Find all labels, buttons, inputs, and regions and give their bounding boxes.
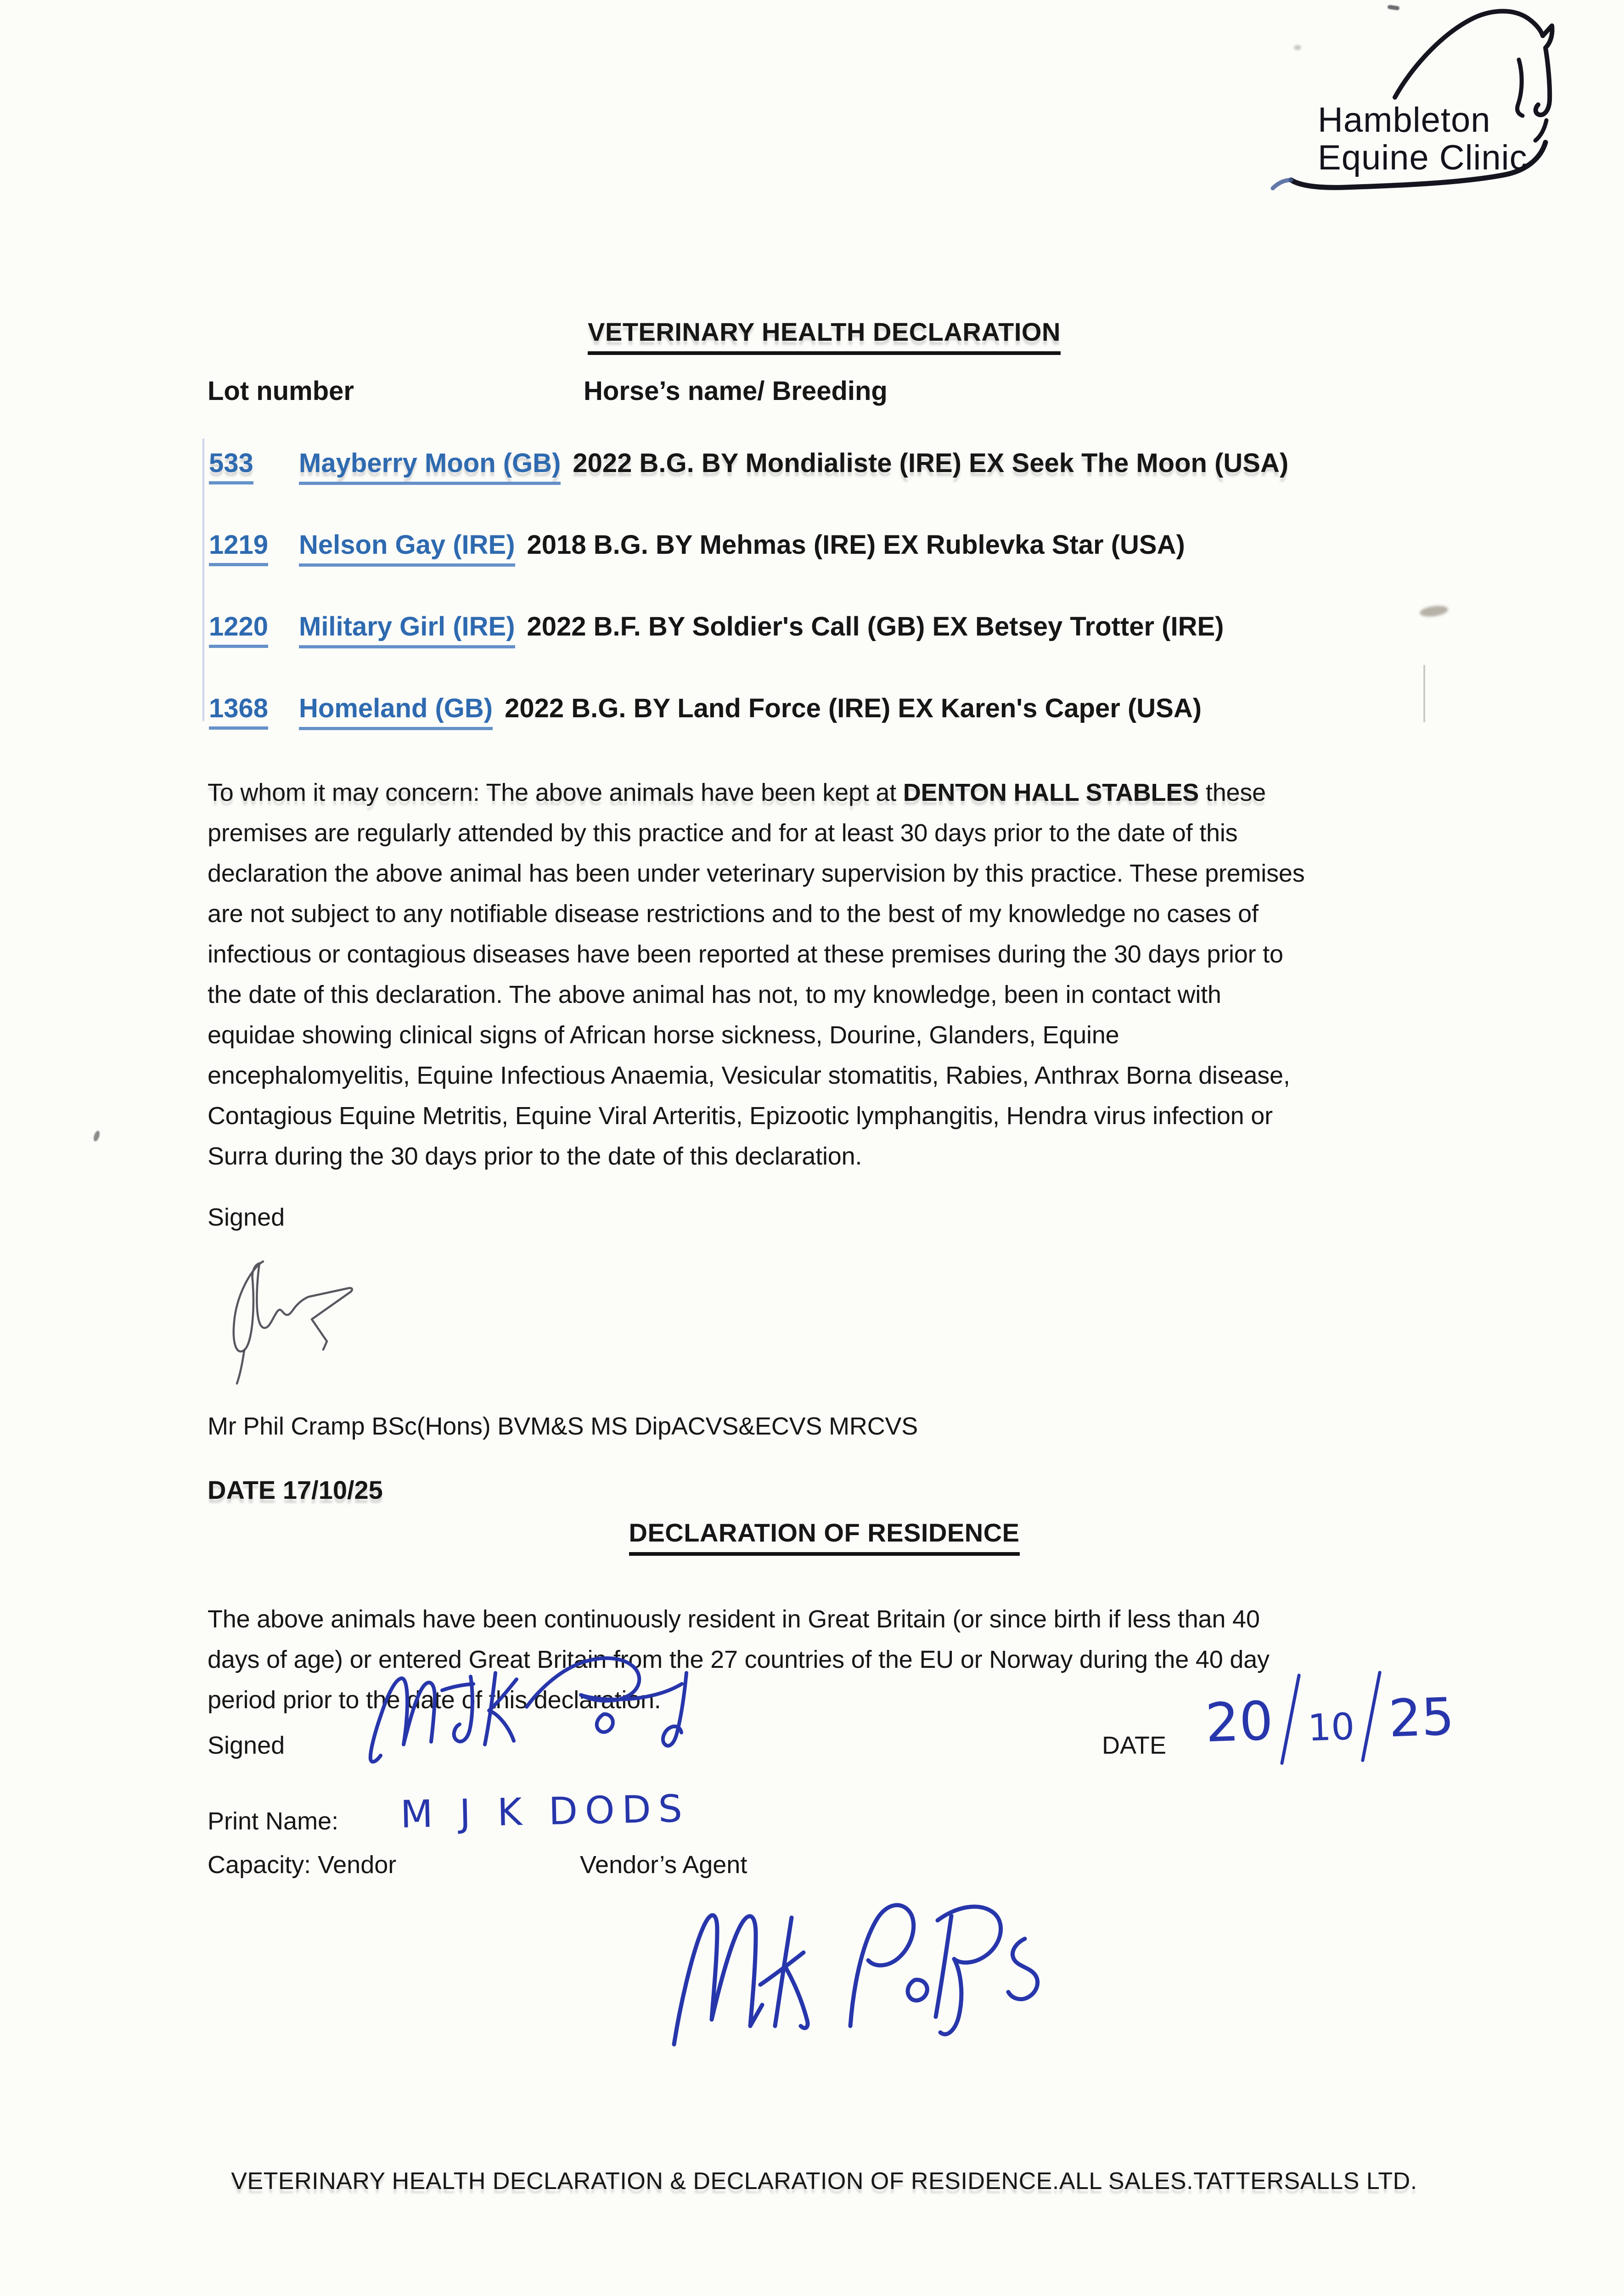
lot-number-link[interactable]: 1220 <box>209 612 268 648</box>
handwritten-date-day: 20 <box>1204 1690 1275 1755</box>
residence-title: DECLARATION OF RESIDENCE <box>629 1518 1020 1556</box>
handwritten-date <box>1204 1667 1456 1769</box>
horse-name-link[interactable]: Military Girl (IRE) <box>299 611 515 648</box>
declaration-paragraph-line: Contagious Equine Metritis, Equine Viral Arteritis, Epizootic lymphangitis, Hendra virus infection or <box>208 1102 1273 1130</box>
residence-paragraph-line: The above animals have been continuously resident in Great Britain (or since birth if less than 40 <box>208 1605 1260 1633</box>
table-row <box>209 693 1202 730</box>
declaration-paragraph-line: To whom it may concern: The above animals have been kept at DENTON HALL STABLES these <box>208 779 1266 806</box>
scan-artifact-smudge <box>1419 604 1449 618</box>
horse-name-link[interactable]: Homeland (GB) <box>299 693 493 730</box>
breeding-text: 2022 B.F. BY Soldier's Call (GB) EX Betsey Trotter (IRE) <box>527 612 1224 642</box>
breeding-text: 2018 B.G. BY Mehmas (IRE) EX Rublevka Star (USA) <box>527 530 1185 560</box>
declaration-paragraph-line: the date of this declaration. The above animal has not, to my knowledge, been in contact with <box>208 981 1221 1008</box>
health-declaration-header <box>207 317 1442 355</box>
agent-signature <box>657 1874 1079 2057</box>
declaration-paragraph-line: Surra during the 30 days prior to the date of this declaration. <box>208 1142 862 1170</box>
breeding-text: 2022 B.G. BY Mondialiste (IRE) EX Seek The Moon (USA) <box>573 448 1289 478</box>
capacity-label: Capacity: Vendor <box>208 1851 397 1879</box>
scan-artifact-line <box>202 439 204 721</box>
date-separator-icon <box>1280 1673 1300 1765</box>
footer-text: VETERINARY HEALTH DECLARATION & DECLARATION OF RESIDENCE.ALL SALES.TATTERSALLS LTD. <box>231 2168 1417 2195</box>
clinic-name-line2: Equine Clinic <box>1318 138 1528 177</box>
clinic-name-line1: Hambleton <box>1318 101 1491 140</box>
column-header-lot: Lot number <box>208 376 354 406</box>
table-row <box>209 611 1224 648</box>
breeding-text: 2022 B.G. BY Land Force (IRE) EX Karen's Caper (USA) <box>505 693 1202 723</box>
vet-date-line: DATE 17/10/25 <box>208 1475 383 1504</box>
lot-number-link[interactable]: 533 <box>209 448 253 484</box>
residence-header <box>207 1518 1442 1556</box>
horse-name-link[interactable]: Nelson Gay (IRE) <box>299 529 515 567</box>
vendors-agent-label: Vendor’s Agent <box>580 1851 747 1879</box>
declaration-paragraph-line: infectious or contagious diseases have been reported at these premises during the 30 days prior to <box>208 940 1283 968</box>
scan-artifact-line <box>1423 665 1425 722</box>
horse-name-link[interactable]: Mayberry Moon (GB) <box>299 448 561 485</box>
date-label: DATE <box>1102 1732 1167 1759</box>
page-title: VETERINARY HEALTH DECLARATION <box>588 317 1061 355</box>
declaration-paragraph-line: premises are regularly attended by this practice and for at least 30 days prior to the date of this <box>208 819 1238 847</box>
declaration-paragraph-line: are not subject to any notifiable disease restrictions and to the best of my knowledge no cases of <box>208 900 1259 928</box>
table-row <box>209 529 1185 567</box>
signed-label-vet: Signed <box>208 1204 285 1231</box>
handwritten-date-year: 25 <box>1388 1687 1455 1749</box>
date-separator-icon <box>1361 1671 1382 1762</box>
residence-paragraph-line: days of age) or entered Great Britain from the 27 countries of the EU or Norway during the 40 day <box>208 1646 1270 1673</box>
stable-name: DENTON HALL STABLES <box>903 779 1199 806</box>
scan-artifact-mark <box>93 1130 101 1142</box>
handwritten-print-name: M J K DODS <box>400 1787 690 1837</box>
residence-paragraph-line: period prior to the date of this declaration. <box>208 1686 661 1714</box>
declaration-paragraph-line: encephalomyelitis, Equine Infectious Anaemia, Vesicular stomatitis, Rabies, Anthrax Borna disease, <box>208 1062 1290 1089</box>
declaration-paragraph-line: declaration the above animal has been under veterinary supervision by this practice. These premises <box>208 860 1305 887</box>
lot-number-link[interactable]: 1368 <box>209 693 268 730</box>
declaration-paragraph-line: equidae showing clinical signs of African horse sickness, Dourine, Glanders, Equine <box>208 1021 1119 1049</box>
lot-number-link[interactable]: 1219 <box>209 530 268 566</box>
vet-signature <box>209 1251 365 1389</box>
signed-label-vendor: Signed <box>208 1732 285 1759</box>
clinic-logo <box>1249 0 1598 220</box>
vendor-signature <box>365 1646 705 1779</box>
print-name-label: Print Name: <box>208 1807 339 1835</box>
vet-name-line: Mr Phil Cramp BSc(Hons) BVM&S MS DipACVS&ECVS MRCVS <box>208 1412 918 1440</box>
handwritten-date-month: 10 <box>1307 1705 1355 1750</box>
table-row <box>209 448 1288 485</box>
column-header-horse: Horse’s name/ Breeding <box>584 376 888 406</box>
